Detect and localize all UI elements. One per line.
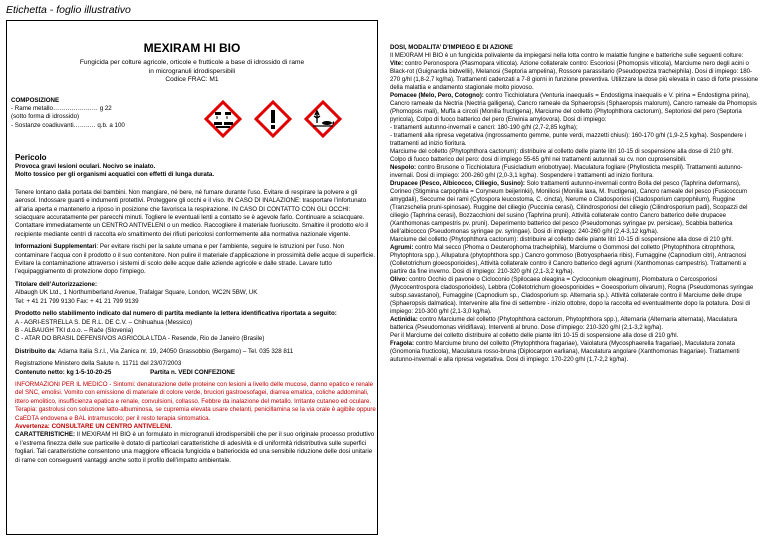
hazard-statement: Molto tossico per gli organismi acquatici con effetti di lunga durata.: [15, 171, 215, 179]
lot-number: Partita n. VEDI CONFEZIONE: [150, 368, 235, 376]
doctor-info: INFORMAZIONI PER IL MEDICO - Sintomi: denaturazione delle proteine con lesioni a livello delle mucose, danno epatico e renale del SNC, emolisi. Vomito con emissione di materiale di colore verde, bruciori gastroesofagei, diarrea ematica, coliche addominali, ittero emolitico, insufficienza epatica e renale, convulsioni, collasso. Febbre da inalazione del metallo. Irritante cutaneo ed oculare. Terapia: gastrolusi con soluzione latto-albuminosa, se cupremia elevata usare chelanti, penicillamina se la via orale è agibile oppure CaEDTA endovena e BAL intramuscolo; per il resto terapia sintomatica.: [15, 380, 376, 422]
composition: [11, 97, 125, 130]
composition-line: - Sostanze coadiuvanti……..… q.b. a 100: [11, 121, 125, 129]
subtitle-line: in microgranuli idrodispersibili: [148, 67, 236, 75]
crop-title: Nespolo:: [390, 164, 417, 171]
composition-line: - Rame metallo…………….…… g 22: [11, 105, 112, 113]
crop-olivo: [390, 276, 762, 316]
hazard-pictograms: [203, 99, 343, 139]
usage-column: [390, 44, 762, 364]
precautionary-statements: Tenere lontano dalla portata dei bambini. Non mangiare, né bere, né fumare durante l’uso. Evitare di respirare la polvere e gli aerosol. Indossare guanti e indumenti protettivi. Proteggere gli occhi e il viso. IN CASO DI INALAZIONE: trasportare l’infortunato all’aria aperta e mantenerlo a riposo in posizione che favorisca la respirazione. IN CASO DI CONTATTO CON GLI OCCHI: sciacquare accuratamente per parecchi minuti. Togliere le eventuali lenti a contatto se è agevole farlo. Continuare a sciacquare. Contattare immediatamente un CENTRO ANTIVELENI o un medico. Raccogliere il materiale fuoriuscito. Smaltire il prodotto e/o il recipiente mediante centri di raccolta e/o smaltimento dei rifiuti pericolosi conformemente alla normativa nazionale vigente.: [15, 188, 369, 238]
characteristics-text: Il MEXIRAM HI BIO è un formulato in microgranuli idrodispersibili che per il suo originale processo produttivo e l’estrema finezza delle sue particelle è dotato di particolari caratteristiche di adesività e di uniformità ridistributiva sulle superfici fogliari. Tali caratteristiche consentono una maggiore efficacia fungicida e batteriocida ed una sensibile riduzione delle dosi unitarie di rame con conseguenti vantaggi anche sotto il profilo dell’impatto ambientale.: [15, 431, 375, 464]
net-content: Contenuto netto: kg 1-5-10-20-25: [15, 368, 112, 376]
holder-title: Titolare dell’Autorizzazione:: [15, 280, 98, 288]
plant-line: A - AGRI-ESTRELLA S. DE R.L. DE C.V. – Chihuahua (Messico): [15, 318, 193, 326]
hazard-section: [11, 153, 378, 465]
content-row: [15, 369, 235, 377]
composition-title: COMPOSIZIONE: [11, 97, 60, 104]
subtitle-line: Fungicida per colture agricole, orticole e frutticole a base di idrossido di rame: [79, 59, 305, 66]
characteristics: [15, 431, 377, 465]
usage-intro: Il MEXIRAM HI BIO è un fungicida polivalente da impiegarsi nella lotta contro le malattie fungine e batteriche sulle seguenti colture:: [390, 52, 744, 59]
crop-text: contro Peronospora (Plasmopara viticola). Azione collaterale contro: Escoriosi (Phomopsis viticola), Marciume nero degli acini o Black-rot (Guignardia bidwellii), Melanosi (Septoria ampelina), Rossore parassitario (Pseudopeziza tracheiphila). Dosi di impiego: 180-270 g/hl (1,8-2,7 kg/ha). Trattamenti cadenzati a 7-8 giorni in funzione preventiva. Utilizzare la dose più elevata in caso di forte pressione della malattia e andamento stagionale molto piovoso.: [390, 60, 759, 91]
info-text: : Per evitare rischi per la salute umana e per l’ambiente, seguire le istruzioni per l’uso. Non contaminare l’acqua con il prodotto o il suo contenitore. Non pulire il materiale d’applicazione in prossimità delle acque di superficie. Evitare la contaminazione attraverso i sistemi di scolo delle acque dalle aziende agricole e dalle strade. Lavare tutto l’equipaggiamento di protezione dopo l’impiego.: [15, 243, 376, 276]
holder-section: [15, 281, 377, 306]
crop-note: Marciume del colletto (Phytophthora cactorum): distribuire al colletto delle piante litri 10-15 di sospensione alla dose di 210 g/hl.: [390, 148, 734, 155]
crop-actinidia: [390, 316, 762, 332]
crop-drupacee: [390, 180, 762, 236]
signal-word: Pericolo: [15, 153, 47, 162]
distributor: [15, 348, 377, 356]
crop-text: contro Brusone o Ticchiolatura (Fusicladium eriobotryae). Maculatura fogliare (Phyllosticta mespili). Trattamenti autunno-invernali. Dosi di impiego: 200-260 g/hl (2,0-3,1 kg/ha). Sospendere i trattamenti ad inizio fioritura.: [390, 164, 743, 179]
frac-code: Codice FRAC: M1: [165, 76, 219, 84]
crop-note: Colpo di fuoco batterico del pero: dosi di impiego 55-65 g/hl nei trattamenti autunnali su cv. non cuprosensibili.: [390, 156, 687, 163]
document-header: Etichetta - foglio illustrativo: [6, 4, 131, 16]
crop-agrumi: [390, 244, 762, 276]
label-box: [6, 20, 378, 535]
crop-title: Drupacee (Pesco, Albicocco, Ciliegio, Susino):: [390, 180, 525, 187]
crop-vite: [390, 60, 762, 92]
crop-note: Per il Marciume del colletto distribuire al colletto delle piante litri 10-15 di sospensione alla dose di 210 g/hl.: [390, 332, 679, 339]
crop-title: Olivo:: [390, 276, 408, 283]
usage-title: DOSI, MODALITA’ D’IMPIEGO E DI AZIONE: [390, 44, 513, 51]
corrosive-pictogram-icon: [203, 99, 243, 139]
crop-text: contro Marciume del colletto (Phytophthora cactorum, Phytophthora spp.), Alternaria (Alternaria alternata), Maculatura batterica (Pseudomonas viridiflava). Interventi al bruno. Dose d’impiego: 210-320 g/hl (2,1-3,2 kg/ha).: [390, 316, 738, 331]
holder-address: Albaugh UK Ltd., 1 Northumberland Avenue, Trafalgar Square, London, WC2N 5BW, UK: [15, 289, 258, 297]
crop-text: Solo trattamenti autunno-invernali contro Bolla del pesco (Taphrina deformans), Corineo (Stigmina carpophila = Coryneum beijerinkii), Moniliosi (Monilia laxa, M. fructigena), Cancro rameale del pesco (Fusicoccum amygdali), Seccume dei rami (Cytospora leucostoma, C. cincta), Nerume o Cladosporiosi (Cladosporium carpophilum), Ruggine (Tranzschelia pruni-spinosae). Ruggine del ciliegio (Puccinia cerasi), Cilindrosporiosi del ciliegio (Cilindrosporium padi), Scopazzi del ciliegio (Taphrina cerasi), Bozzacchioni del susino (Taphrina pruni). Attività collaterale contro Cancro batterico delle drupacee (Xanthomonas campestris pv. pruni). Deperimento batterico del pesco (Pseudomonas syringae pv. persicae), Scabbia batterica dell’albicocco (Pseudomonas syringae pv. syringae). Dosi di impiego: 240-260 g/hl (2,4-3,12 kg/ha).: [390, 180, 748, 235]
holder-phone: Tel: + 41 21 799 9130 Fax: + 41 21 799 9139: [15, 297, 139, 305]
dose-item: - trattamenti autunno-invernali e cancri: 180-190 g/hl (2,7-2,85 kg/ha);: [390, 124, 578, 131]
info-title: Informazioni Supplementari: [15, 243, 97, 251]
product-subtitle: [7, 59, 377, 85]
plants-section: [15, 310, 377, 344]
crop-text: contro Occhio di pavone o Cicloconio (Spilocaea oleagina = Cycloconium oleaginum), Piombatura o Cercosporiosi (Mycocentrospora cladosporioides), Lebbra (Colletotrichum gloeosporioides = Goeosporium olivarum), Rogna (Pseudomonas syringae subsp.savastanoi), Fumaggine (Capnodium sp., Cladosporium sp. Alternaria sp.). Attività collaterale contro il Marciume delle drupe (Sphaeropsis dalmatica). Intervenire alla fine di settembre - inizio ottobre, dopo la raccolta ed eventualmente dopo la potatura. Dosi di impiego: 210-300 g/hl (2,1-3,0 kg/ha).: [390, 276, 754, 315]
plant-line: B - ALBAUGH TKI d.o.o. – Rače (Slovenia): [15, 326, 134, 334]
plants-title: Prodotto nello stabilimento indicato dal numero di partita mediante la lettera identificativa riportata a seguito:: [15, 310, 337, 318]
composition-line: (sotto forma di idrossido): [11, 113, 80, 121]
dose-item: - trattamenti alla ripresa vegetativa (ingrossamento gemme, punte verdi, mazzetti chiusi): 160-170 g/hl (1,9-2,5 kg/ha). Sospendere i trattamenti ad inizio fioritura.: [390, 132, 746, 147]
crop-text: contro Mal secco (Phoma o Deuterophoma tracheiphila), Marciume o Gommosi del colletto (Phytophthora citrophthora, Phytophtora spp.), Allupatura (phytophthora spp.) Cancro gommoso (Botryosphaeria ribis), Fumaggine (Capnodium citri), Antracnosi (Colletotrichum gloeosporioides), Attività collaterale contro il Cancro batterico degli agrumi (Xanthomonas campestris). Trattamenti a partire da fine inverno. Dosi di impiego: 210-320 g/hl (2,1-3,2 kg/ha).: [390, 244, 747, 275]
environment-pictogram-icon: [303, 99, 343, 139]
crop-fragola: [390, 340, 762, 364]
supplementary-info: [15, 243, 377, 277]
plant-line: C - ATAR DO BRASIL DEFENSIVOS AGRICOLA LTDA - Resende, Rio de Janeiro (Brasile): [15, 335, 265, 343]
hazard-statement: Provoca gravi lesioni oculari. Nocivo se inalato.: [15, 163, 156, 170]
crop-text: contro Marciume bruno del colletto (Phytophthora fragariae), Vaiolatura (Mycosphaerella fragariae), Maculatura zonata (Gnomonia fructicola), Maculatura rosso-bruna (Diplocarpon earliana), Maculatura angolare (Xanthomonas fragariae). Trattamenti autunno-invernali e alla ripresa vegetativa. Dosi di impiego: 170-220 g/hl (1,7-2,2 kg/ha).: [390, 340, 740, 363]
crop-pomacee: [390, 92, 762, 124]
characteristics-title: CARATTERISTICHE:: [15, 431, 76, 439]
crop-note: Marciume del colletto (Phytophthora cactorum): distribuire al colletto delle piante litri 10-15 di sospensione alla dose di 210 g/hl.: [390, 236, 734, 243]
warning: Avvertenza: CONSULTARE UN CENTRO ANTIVELENI.: [15, 422, 173, 430]
crop-title: Agrumi:: [390, 244, 414, 251]
crop-title: Actinidia:: [390, 316, 418, 323]
crop-nespolo: [390, 164, 762, 180]
crop-title: Vite:: [390, 60, 404, 67]
distributor-title: Distribuito da: [15, 347, 55, 355]
registration: Registrazione Ministero della Salute n. 11711 del 23/07/2003: [15, 360, 182, 368]
crop-title: Fragola:: [390, 340, 415, 347]
crop-text: contro Ticchiolatura (Venturia inaequalis = Endostigma inaequalis e V. pirina = Endostigma pirina), Cancro rameale da Nectria (Nectria galligena), Cancro rameale da Sphaeropsis (Sphaeropsis malorum), Cancro rameale da Phomopsis (Phomopsis mali), Muffa a circoli (Monilia fructigena), Marciume del colletto (Phytophthora cactorum), Septoriosi del pero (Septoria pyricola), Colpo di fuoco batterico del pero (Erwinia amylovora). Dosi di impiego:: [390, 92, 757, 123]
distributor-text: : Adama Italia S.r.l., Via Zanica nr. 19, 24050 Grassobbio (Bergamo) – Tel. 035 328 811: [54, 347, 294, 355]
product-title: MEXIRAM HI BIO: [143, 41, 241, 55]
exclamation-pictogram-icon: [253, 99, 293, 139]
crop-title: Pomacee (Melo, Pero, Cotogno):: [390, 92, 484, 99]
